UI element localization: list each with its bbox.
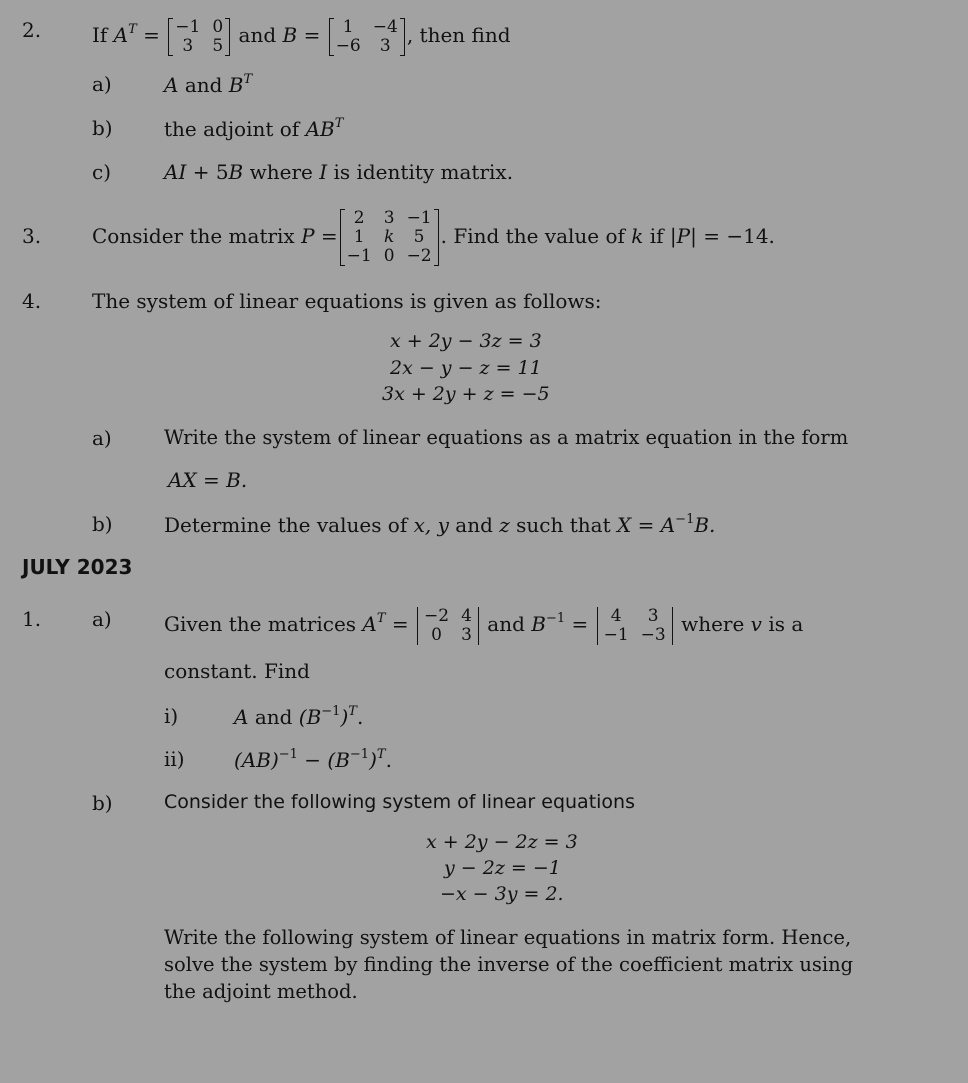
j1-eq1: x + 2y − 2z = 3 — [426, 831, 578, 853]
j1-write-2: solve the system by finding the inverse of the coefficient matrix using — [164, 953, 854, 976]
q4b-text: Determine the values of x, y and z such that $X = A^{-1}B$. — [164, 512, 716, 537]
q4a-label: a) — [92, 426, 112, 450]
j1-matrix-at: −2 4 0 3 — [417, 607, 479, 645]
j1-write-1: Write the following system of linear equations in matrix form. Hence, — [164, 926, 852, 949]
q2c-label: c) — [92, 160, 112, 184]
q4a-text: Write the system of linear equations as a matrix equation in the form — [164, 426, 849, 449]
q3-matrix-p: 2 3 −1 1 k 5 −1 0 −2 — [340, 209, 439, 266]
j1-i-text: A and $(B^{-1})^T$. — [234, 704, 364, 729]
q2-at-sup: T — [128, 22, 137, 37]
q2-then: , then find — [406, 23, 511, 47]
q2-b-label: B — [282, 23, 298, 47]
q4-eq3: 3x + 2y + z = −5 — [382, 383, 550, 405]
j1-i-label: i) — [164, 704, 179, 728]
q2a-text: A and $B^T$ — [164, 72, 253, 97]
j1b-label: b) — [92, 791, 113, 815]
j1-matrix-binv: 4 3 −1 −3 — [597, 607, 673, 645]
q2a-label: a) — [92, 72, 112, 96]
j1-eq2: y − 2z = −1 — [444, 857, 561, 879]
q2c-text: AI + 5B where I is identity matrix. — [164, 160, 514, 184]
q2-eq2: = — [303, 23, 321, 47]
j1a-constant: constant. Find — [164, 659, 310, 683]
q4a-form: AX = B. — [168, 468, 248, 492]
j1a-label: a) — [92, 607, 112, 631]
q4-eq1: x + 2y − 3z = 3 — [390, 330, 542, 352]
section-header: JULY 2023 — [22, 555, 133, 579]
q2-stem — [92, 10, 511, 56]
q2-matrix-b: 1 −4 −6 3 — [329, 18, 405, 56]
q2-if: If — [92, 23, 108, 47]
q2b-label: b) — [92, 116, 113, 140]
j1b-text: Consider the following system of linear equations — [164, 791, 635, 813]
q4-intro: The system of linear equations is given as follows: — [92, 289, 602, 313]
q2-at-label: A — [113, 23, 129, 47]
j1-eq3: −x − 3y = 2. — [440, 883, 564, 905]
q2-matrix-at: −1 0 3 5 — [168, 18, 230, 56]
q2b-text: the adjoint of $AB^T$ — [164, 116, 344, 141]
q2-number: 2. — [22, 18, 42, 42]
q2-and: and — [238, 23, 277, 47]
q3-stem: Consider the matrix P = 2 3 −1 1 k 5 −1 0 −2 . Find the value of k if |P| = −14. — [92, 208, 775, 266]
j1-number: 1. — [22, 607, 42, 631]
j1-write-3: the adjoint method. — [164, 980, 358, 1003]
q2-eq1: = — [143, 23, 160, 47]
j1-ii-label: ii) — [164, 747, 185, 771]
j1a-stem: Given the matrices $A^T$ = −2 4 0 3 and $B^{-1}$ = 4 3 −1 −3 where v is a — [164, 605, 804, 645]
q4-eq2: 2x − y − z = 11 — [390, 357, 542, 379]
q3-number: 3. — [22, 224, 42, 248]
q4b-label: b) — [92, 512, 113, 536]
q4-number: 4. — [22, 289, 42, 313]
j1-ii-text: $(AB)^{-1} - (B^{-1})^T$. — [234, 747, 392, 772]
